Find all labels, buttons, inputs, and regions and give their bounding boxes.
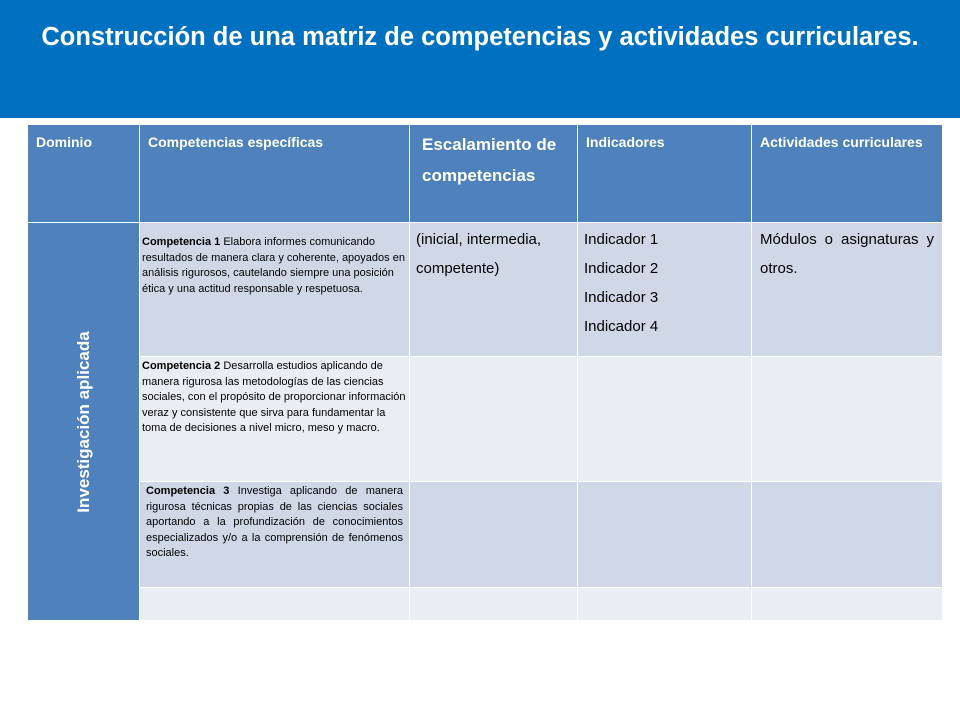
- competencia-2-text: Desarrolla estudios aplicando de manera rigurosa las metodologías de las ciencias sociales, con el propósito de proporcionar información veraz y consistente que sirva para fundamentar la toma de decisiones a nivel micro, meso y macro.: [142, 360, 406, 435]
- header-dominio: Dominio: [28, 125, 140, 223]
- page-title: Construcción de una matriz de competencias y actividades curriculares.: [41, 23, 919, 51]
- escalamiento-cell: (inicial, intermedia, competente): [410, 223, 578, 357]
- header-competencias: Competencias específicas: [140, 125, 410, 223]
- domain-cell: [28, 223, 140, 621]
- competencia-1-label: Competencia 1: [142, 236, 221, 248]
- competencia-1-cell: [140, 223, 410, 357]
- competency-matrix-table: [27, 124, 943, 621]
- competencia-3-text: Investiga aplicando de manera rigurosa técnicas propias de las ciencias sociales aportando a la profundización de conocimientos especializados y/o a la comprensión de fenómenos sociales.: [146, 485, 403, 560]
- actividades-cell: Módulos o asignaturas y otros.: [752, 223, 943, 357]
- indicadores-cell: [578, 223, 752, 357]
- empty-cell: [140, 588, 410, 621]
- title-banner: [0, 0, 960, 118]
- competencia-2-label: Competencia 2: [142, 360, 221, 372]
- competencia-2-cell: [140, 357, 410, 482]
- empty-cell: [410, 588, 578, 621]
- empty-cell: [410, 357, 578, 482]
- indicator-item: Indicador 3: [584, 289, 659, 306]
- empty-cell: [578, 482, 752, 588]
- header-actividades: Actividades curriculares: [752, 125, 943, 223]
- empty-cell: [578, 357, 752, 482]
- table-row: [28, 223, 943, 357]
- indicator-item: Indicador 4: [584, 318, 659, 335]
- table-row: [28, 588, 943, 621]
- empty-cell: [578, 588, 752, 621]
- header-escalamiento: Escalamiento de competencias: [410, 125, 578, 223]
- domain-label: Investigación aplicada: [73, 330, 93, 513]
- table-row: [28, 357, 943, 482]
- indicator-item: Indicador 1: [584, 231, 659, 248]
- empty-cell: [410, 482, 578, 588]
- table-row: [28, 482, 943, 588]
- header-row: [28, 125, 943, 223]
- indicator-item: Indicador 2: [584, 260, 659, 277]
- competencia-3-cell: [140, 482, 410, 588]
- competencia-1-text: Elabora informes comunicando resultados de manera clara y coherente, apoyados en análisis rigurosos, cautelando siempre una posición ética y una actitud responsable y respetuosa.: [142, 236, 405, 295]
- competencia-3-label: Competencia 3: [146, 485, 230, 497]
- empty-cell: [752, 588, 943, 621]
- empty-cell: [752, 357, 943, 482]
- header-indicadores: Indicadores: [578, 125, 752, 223]
- empty-cell: [752, 482, 943, 588]
